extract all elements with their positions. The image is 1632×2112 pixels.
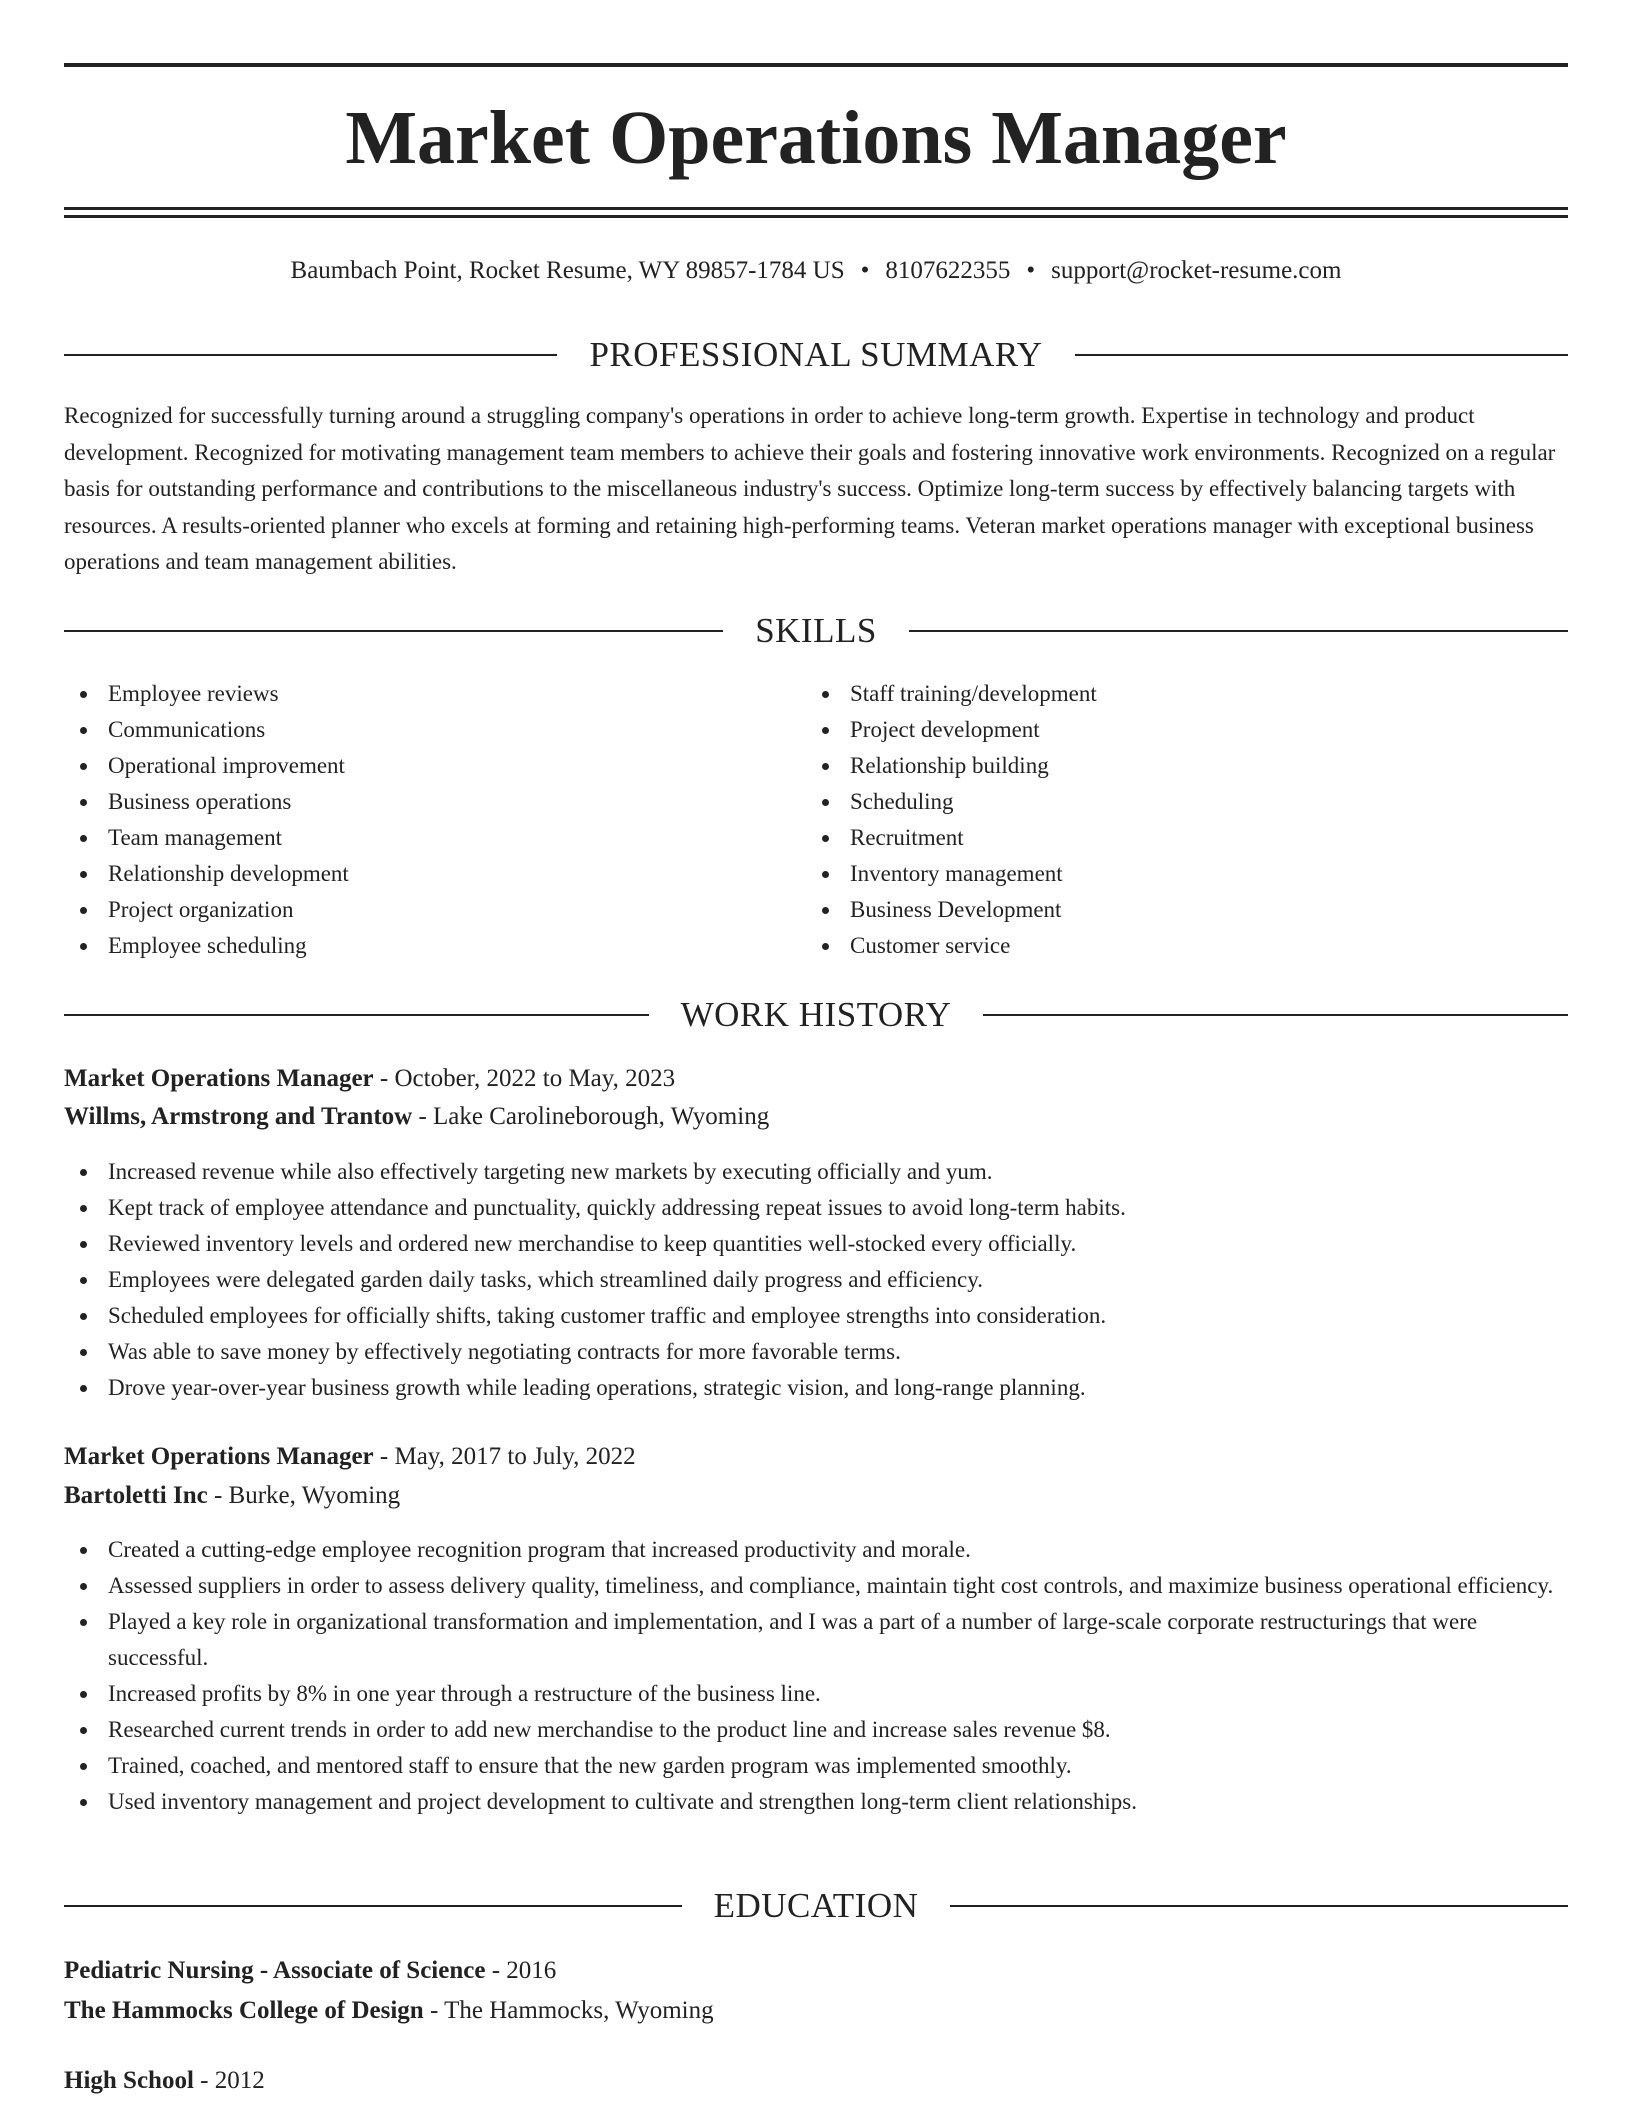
heading-rule-right	[1075, 354, 1568, 356]
summary-text: Recognized for successfully turning around a struggling company's operations in order to achieve long-term growth. Expertise in technology and product development. Recognized for motivating management team members to achieve their goals and fostering innovative work environments. Recognized on a regular basis for outstanding performance and contributions to the miscellaneous industry's success. Optimize long-term success by effectively balancing targets with resources. A results-oriented planner who excels at forming and retaining high-performing teams. Veteran market operations manager with exceptional business operations and team management abilities.	[64, 403, 1556, 574]
job-company: Willms, Armstrong and Trantow	[64, 1103, 413, 1130]
job-bullet: Drove year-over-year business growth while leading operations, strategic vision, and long-range planning.	[64, 1370, 1568, 1406]
skill-item: Customer service	[806, 928, 1548, 964]
skill-item: Scheduling	[806, 784, 1548, 820]
job-bullet: Employees were delegated garden daily tasks, which streamlined daily progress and efficiency.	[64, 1262, 1568, 1298]
title-rule-lower	[64, 215, 1568, 218]
skill-item: Recruitment	[806, 820, 1548, 856]
heading-rule-right	[950, 1905, 1568, 1907]
contact-email: support@rocket-resume.com	[1051, 257, 1342, 284]
skill-item: Project development	[806, 712, 1548, 748]
skills-list	[64, 676, 1568, 964]
education-location: The Hammocks, Wyoming	[444, 1997, 714, 2024]
job-company-line: Bartoletti Inc - Burke, Wyoming	[64, 1482, 401, 1509]
skill-item: Relationship development	[64, 856, 806, 892]
education-school-line: The Hammocks College of Design - The Hammocks, Wyoming	[64, 1997, 714, 2024]
skill-item: Staff training/development	[806, 676, 1548, 712]
heading-rule-left	[64, 1905, 682, 1907]
job-dates: May, 2017 to July, 2022	[394, 1443, 636, 1470]
job-bullet: Trained, coached, and mentored staff to ensure that the new garden program was implemented smoothly.	[64, 1748, 1568, 1784]
job-bullet: Increased profits by 8% in one year through a restructure of the business line.	[64, 1676, 1568, 1712]
top-rule	[64, 63, 1568, 67]
job-dates: October, 2022 to May, 2023	[394, 1065, 676, 1092]
skill-item: Operational improvement	[64, 748, 806, 784]
skill-item: Business Development	[806, 892, 1548, 928]
work-heading	[64, 993, 1568, 1037]
skill-item: Communications	[64, 712, 806, 748]
skill-item: Team management	[64, 820, 806, 856]
education-degree: Pediatric Nursing - Associate of Science	[64, 1957, 486, 1984]
summary-heading	[64, 333, 1568, 377]
page-title: Market Operations Manager	[345, 96, 1287, 180]
contact-phone: 8107622355	[885, 257, 1011, 284]
work-heading-label: WORK HISTORY	[680, 995, 952, 1034]
job-bullet: Assessed suppliers in order to assess delivery quality, timeliness, and compliance, maintain tight cost controls, and maximize business operational efficiency.	[64, 1568, 1568, 1604]
job-bullet: Researched current trends in order to add new merchandise to the product line and increase sales revenue $8.	[64, 1712, 1568, 1748]
education-year: 2016	[506, 1957, 557, 1984]
skill-item: Employee reviews	[64, 676, 806, 712]
job-bullet: Scheduled employees for officially shifts, taking customer traffic and employee strengths into consideration.	[64, 1298, 1568, 1334]
education-degree-line: Pediatric Nursing - Associate of Science - 2016	[64, 1957, 557, 1984]
summary-heading-label: PROFESSIONAL SUMMARY	[589, 335, 1043, 374]
job-bullet: Used inventory management and project development to cultivate and strengthen long-term client relationships.	[64, 1784, 1568, 1820]
heading-rule-left	[64, 354, 557, 356]
job-bullet: Increased revenue while also effectively targeting new markets by executing officially and yum.	[64, 1154, 1568, 1190]
skills-column-left	[64, 676, 806, 964]
job-location: Burke, Wyoming	[228, 1482, 401, 1509]
education-school: The Hammocks College of Design	[64, 1997, 424, 2024]
job-bullet: Played a key role in organizational transformation and implementation, and I was a part of a number of large-scale corporate restructurings that were successful.	[64, 1604, 1568, 1676]
education-year: 2012	[214, 2067, 265, 2094]
skills-heading-label: SKILLS	[755, 611, 877, 650]
job-bullet: Reviewed inventory levels and ordered new merchandise to keep quantities well-stocked every officially.	[64, 1226, 1568, 1262]
job-bullet: Created a cutting-edge employee recognition program that increased productivity and morale.	[64, 1532, 1568, 1568]
skills-column-right	[806, 676, 1548, 964]
skill-item: Project organization	[64, 892, 806, 928]
title-rule-upper	[64, 207, 1568, 210]
contact-separator: •	[1026, 257, 1036, 284]
job-bullets	[64, 1532, 1568, 1820]
contact-line	[64, 254, 1568, 288]
job-title-line: Market Operations Manager - May, 2017 to July, 2022	[64, 1443, 636, 1470]
skill-item: Inventory management	[806, 856, 1548, 892]
job-bullet: Was able to save money by effectively negotiating contracts for more favorable terms.	[64, 1334, 1568, 1370]
contact-address: Baumbach Point, Rocket Resume, WY 89857-1784 US	[290, 257, 845, 284]
contact-separator: •	[860, 257, 870, 284]
skill-item: Employee scheduling	[64, 928, 806, 964]
heading-rule-right	[983, 1014, 1568, 1016]
job-company: Bartoletti Inc	[64, 1482, 208, 1509]
heading-rule-left	[64, 1014, 649, 1016]
skill-item: Business operations	[64, 784, 806, 820]
heading-rule-left	[64, 630, 723, 632]
education-heading	[64, 1884, 1568, 1928]
education-degree: High School	[64, 2067, 194, 2094]
education-heading-label: EDUCATION	[713, 1886, 919, 1925]
job-title-line: Market Operations Manager - October, 2022 to May, 2023	[64, 1065, 676, 1092]
job-bullets	[64, 1154, 1568, 1406]
skills-heading	[64, 609, 1568, 653]
job-title: Market Operations Manager	[64, 1065, 374, 1092]
job-bullet: Kept track of employee attendance and punctuality, quickly addressing repeat issues to avoid long-term habits.	[64, 1190, 1568, 1226]
job-company-line: Willms, Armstrong and Trantow - Lake Carolineborough, Wyoming	[64, 1103, 770, 1130]
heading-rule-right	[909, 630, 1568, 632]
job-location: Lake Carolineborough, Wyoming	[433, 1103, 770, 1130]
job-title: Market Operations Manager	[64, 1443, 374, 1470]
skill-item: Relationship building	[806, 748, 1548, 784]
education-degree-line: High School - 2012	[64, 2067, 265, 2094]
